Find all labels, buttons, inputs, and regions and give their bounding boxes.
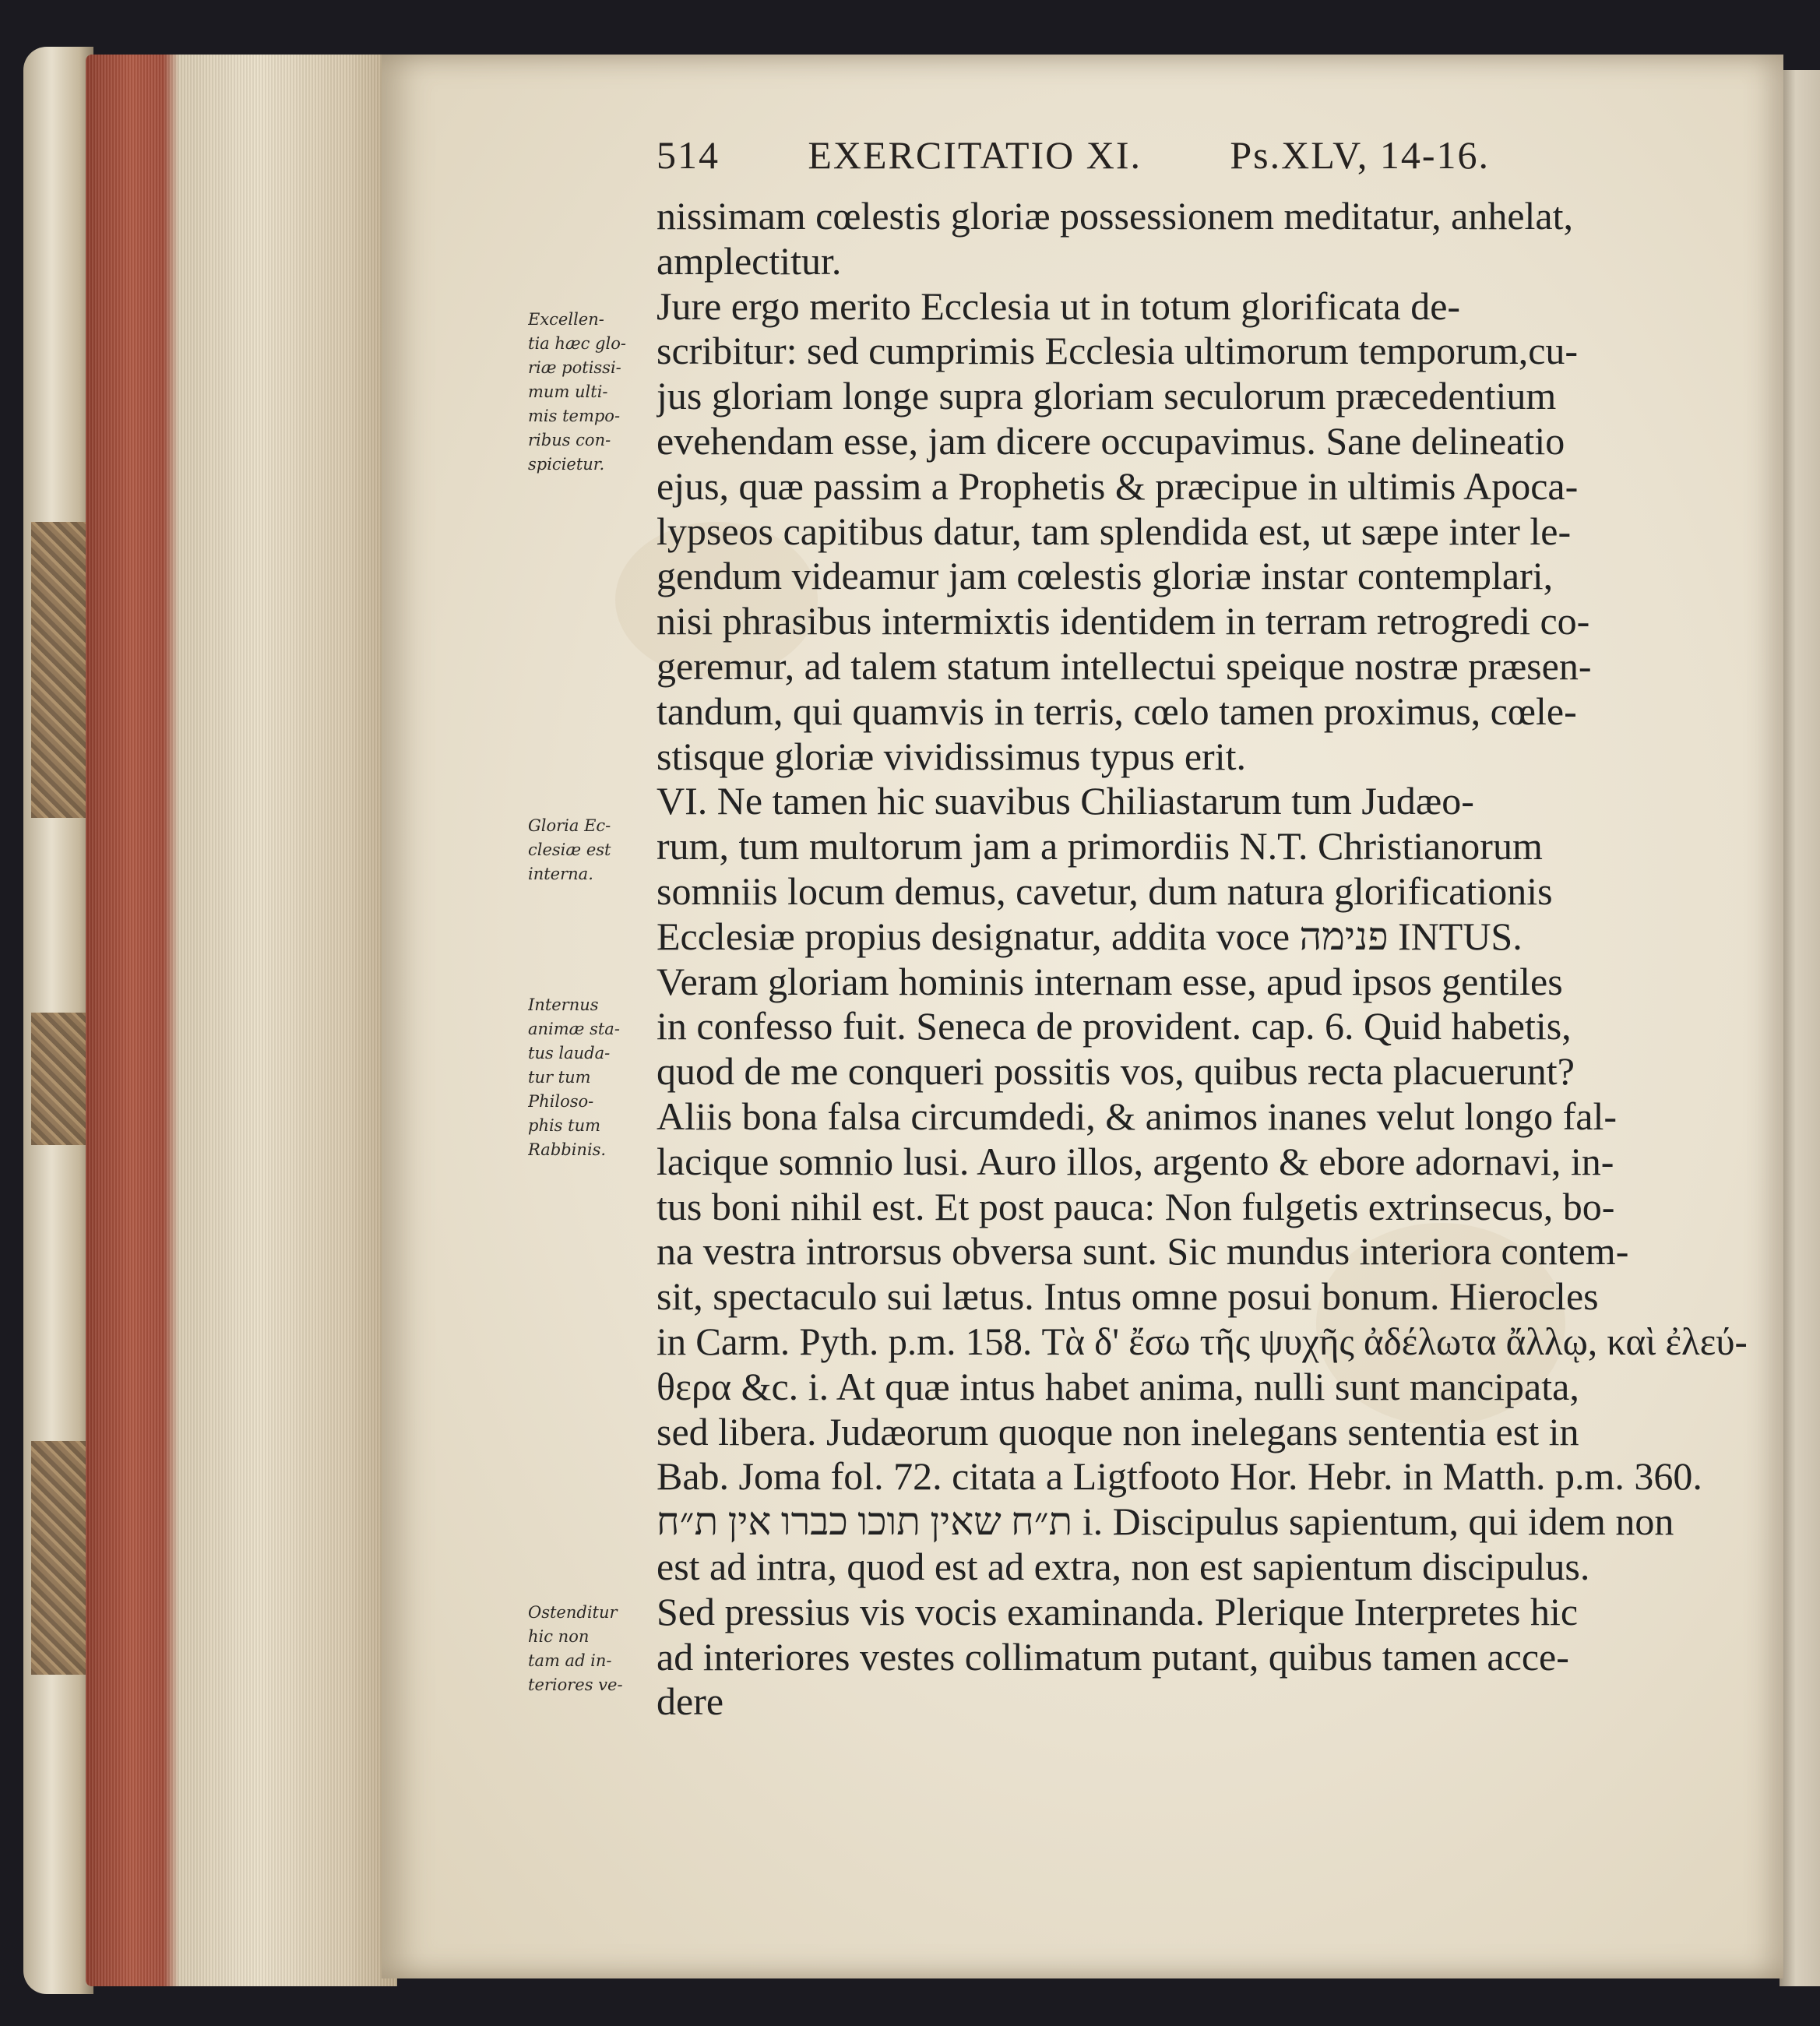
text-line: sit, spectaculo sui lætus. Intus omne posui bonum. Hierocles	[657, 1274, 1599, 1318]
text-line: lacique somnio lusi. Auro illos, argento & ebore adornavi, in-	[657, 1140, 1614, 1183]
margin-note-line: animæ sta-	[528, 1020, 620, 1038]
margin-note-line: tur tum	[528, 1068, 591, 1087]
margin-note-line: Philoso-	[528, 1092, 594, 1111]
margin-note-line: Gloria Ec-	[528, 816, 611, 835]
margin-note	[528, 1601, 641, 1697]
text-line: ad interiores vestes collimatum putant, quibus tamen acce-	[657, 1635, 1569, 1679]
margin-note-line: tia hæc glo-	[528, 334, 626, 353]
running-title: EXERCITATIO XI.	[808, 133, 1142, 177]
scripture-reference: Ps.XLV, 14-16.	[1230, 133, 1490, 177]
text-line: na vestra introrsus obversa sunt. Sic mundus interiora contem-	[657, 1229, 1629, 1273]
text-line: scribitur: sed cumprimis Ecclesia ultimorum temporum,cu-	[657, 329, 1579, 372]
margin-note-line: interna.	[528, 865, 593, 883]
text-line: stisque gloriæ vividissimus typus erit.	[657, 735, 1246, 778]
margin-note-line: phis tum	[528, 1116, 601, 1135]
text-line: in confesso fuit. Seneca de provident. cap. 6. Quid habetis,	[657, 1004, 1572, 1048]
margin-note-line: riæ potissi-	[528, 358, 621, 377]
text-line: Aliis bona falsa circumdedi, & animos inanes velut longo fal-	[657, 1094, 1618, 1138]
page-stack-edge	[86, 55, 397, 1986]
margin-note-line: tam ad in-	[528, 1651, 612, 1670]
margin-note	[528, 308, 641, 477]
text-line: amplectitur.	[657, 239, 842, 283]
text-line: nissimam cœlestis gloriæ possessionem meditatur, anhelat,	[657, 194, 1574, 238]
margin-note-line: ribus con-	[528, 431, 611, 449]
spine-leather-patch	[31, 1013, 90, 1145]
text-line: Veram gloriam hominis internam esse, apud ipsos gentiles	[657, 960, 1563, 1003]
text-line: est ad intra, quod est ad extra, non est sapientum discipulus.	[657, 1545, 1590, 1588]
margin-note	[528, 814, 641, 886]
margin-note-line: hic non	[528, 1627, 590, 1646]
margin-note	[528, 993, 641, 1162]
text-line: evehendam esse, jam dicere occupavimus. Sane delineatio	[657, 419, 1565, 463]
text-line: dere	[657, 1679, 724, 1723]
text-line: rum, tum multorum jam a primordiis N.T. Christianorum	[657, 824, 1543, 868]
page-number: 514	[657, 133, 720, 177]
text-line: tus boni nihil est. Et post pauca: Non fulgetis extrinsecus, bo-	[657, 1185, 1615, 1228]
margin-note-line: mum ulti-	[528, 382, 608, 401]
text-line: ת״ח שאין תוכו כברו אין ת״ח i. Discipulus sapientum, qui idem non	[657, 1499, 1674, 1543]
spine-leather-patch	[31, 522, 90, 818]
margin-note-line: Internus	[528, 995, 599, 1014]
text-line: sed libera. Judæorum quoque non inelegans sententia est in	[657, 1410, 1579, 1453]
margin-note-line: teriores ve-	[528, 1675, 623, 1694]
text-line: Ecclesiæ propius designatur, addita voce פנימה INTUS.	[657, 914, 1523, 958]
text-line: Bab. Joma fol. 72. citata a Ligtfooto Hor. Hebr. in Matth. p.m. 360.	[657, 1454, 1702, 1498]
margin-note-line: tus lauda-	[528, 1044, 611, 1062]
text-line: ejus, quæ passim a Prophetis & præcipue in ultimis Apoca-	[657, 464, 1579, 508]
text-line: VI. Ne tamen hic suavibus Chiliastarum tum Judæo-	[657, 779, 1474, 823]
text-line: θερα &c. i. At quæ intus habet anima, nulli sunt mancipata,	[657, 1365, 1579, 1408]
text-line: somniis locum demus, cavetur, dum natura glorificationis	[657, 869, 1553, 913]
text-line: geremur, ad talem statum intellectui speique nostræ præsen-	[657, 644, 1592, 688]
text-line: in Carm. Pyth. p.m. 158. Τὰ δ' ἔσω τῆς ψυχῆς ἀδέλωτα ἄλλῳ, καὶ ἐλεύ-	[657, 1320, 1748, 1363]
text-line: jus gloriam longe supra gloriam seculorum præcedentium	[657, 374, 1557, 418]
text-line: quod de me conqueri possitis vos, quibus recta placuerunt?	[657, 1049, 1575, 1093]
margin-note-line: Excellen-	[528, 310, 604, 329]
facing-page-edge	[1780, 70, 1820, 1986]
text-line: tandum, qui quamvis in terris, cœlo tamen proximus, cœle-	[657, 689, 1577, 733]
spine-leather-patch	[31, 1441, 90, 1675]
text-line: Sed pressius vis vocis examinanda. Plerique Interpretes hic	[657, 1590, 1579, 1633]
margin-note-line: Rabbinis.	[528, 1140, 607, 1159]
margin-note-line: clesiæ est	[528, 840, 611, 859]
text-line: Jure ergo merito Ecclesia ut in totum glorificata de-	[657, 284, 1461, 328]
margin-note-line: spicietur.	[528, 455, 605, 474]
text-line: nisi phrasibus intermixtis identidem in terram retrogredi co-	[657, 599, 1590, 643]
text-line: lypseos capitibus datur, tam splendida est, ut sæpe inter le-	[657, 509, 1572, 553]
text-line: gendum videamur jam cœlestis gloriæ instar contemplari,	[657, 554, 1554, 597]
running-head	[657, 132, 1490, 178]
margin-note-line: mis tempo-	[528, 407, 621, 425]
margin-note-line: Ostenditur	[528, 1603, 618, 1622]
